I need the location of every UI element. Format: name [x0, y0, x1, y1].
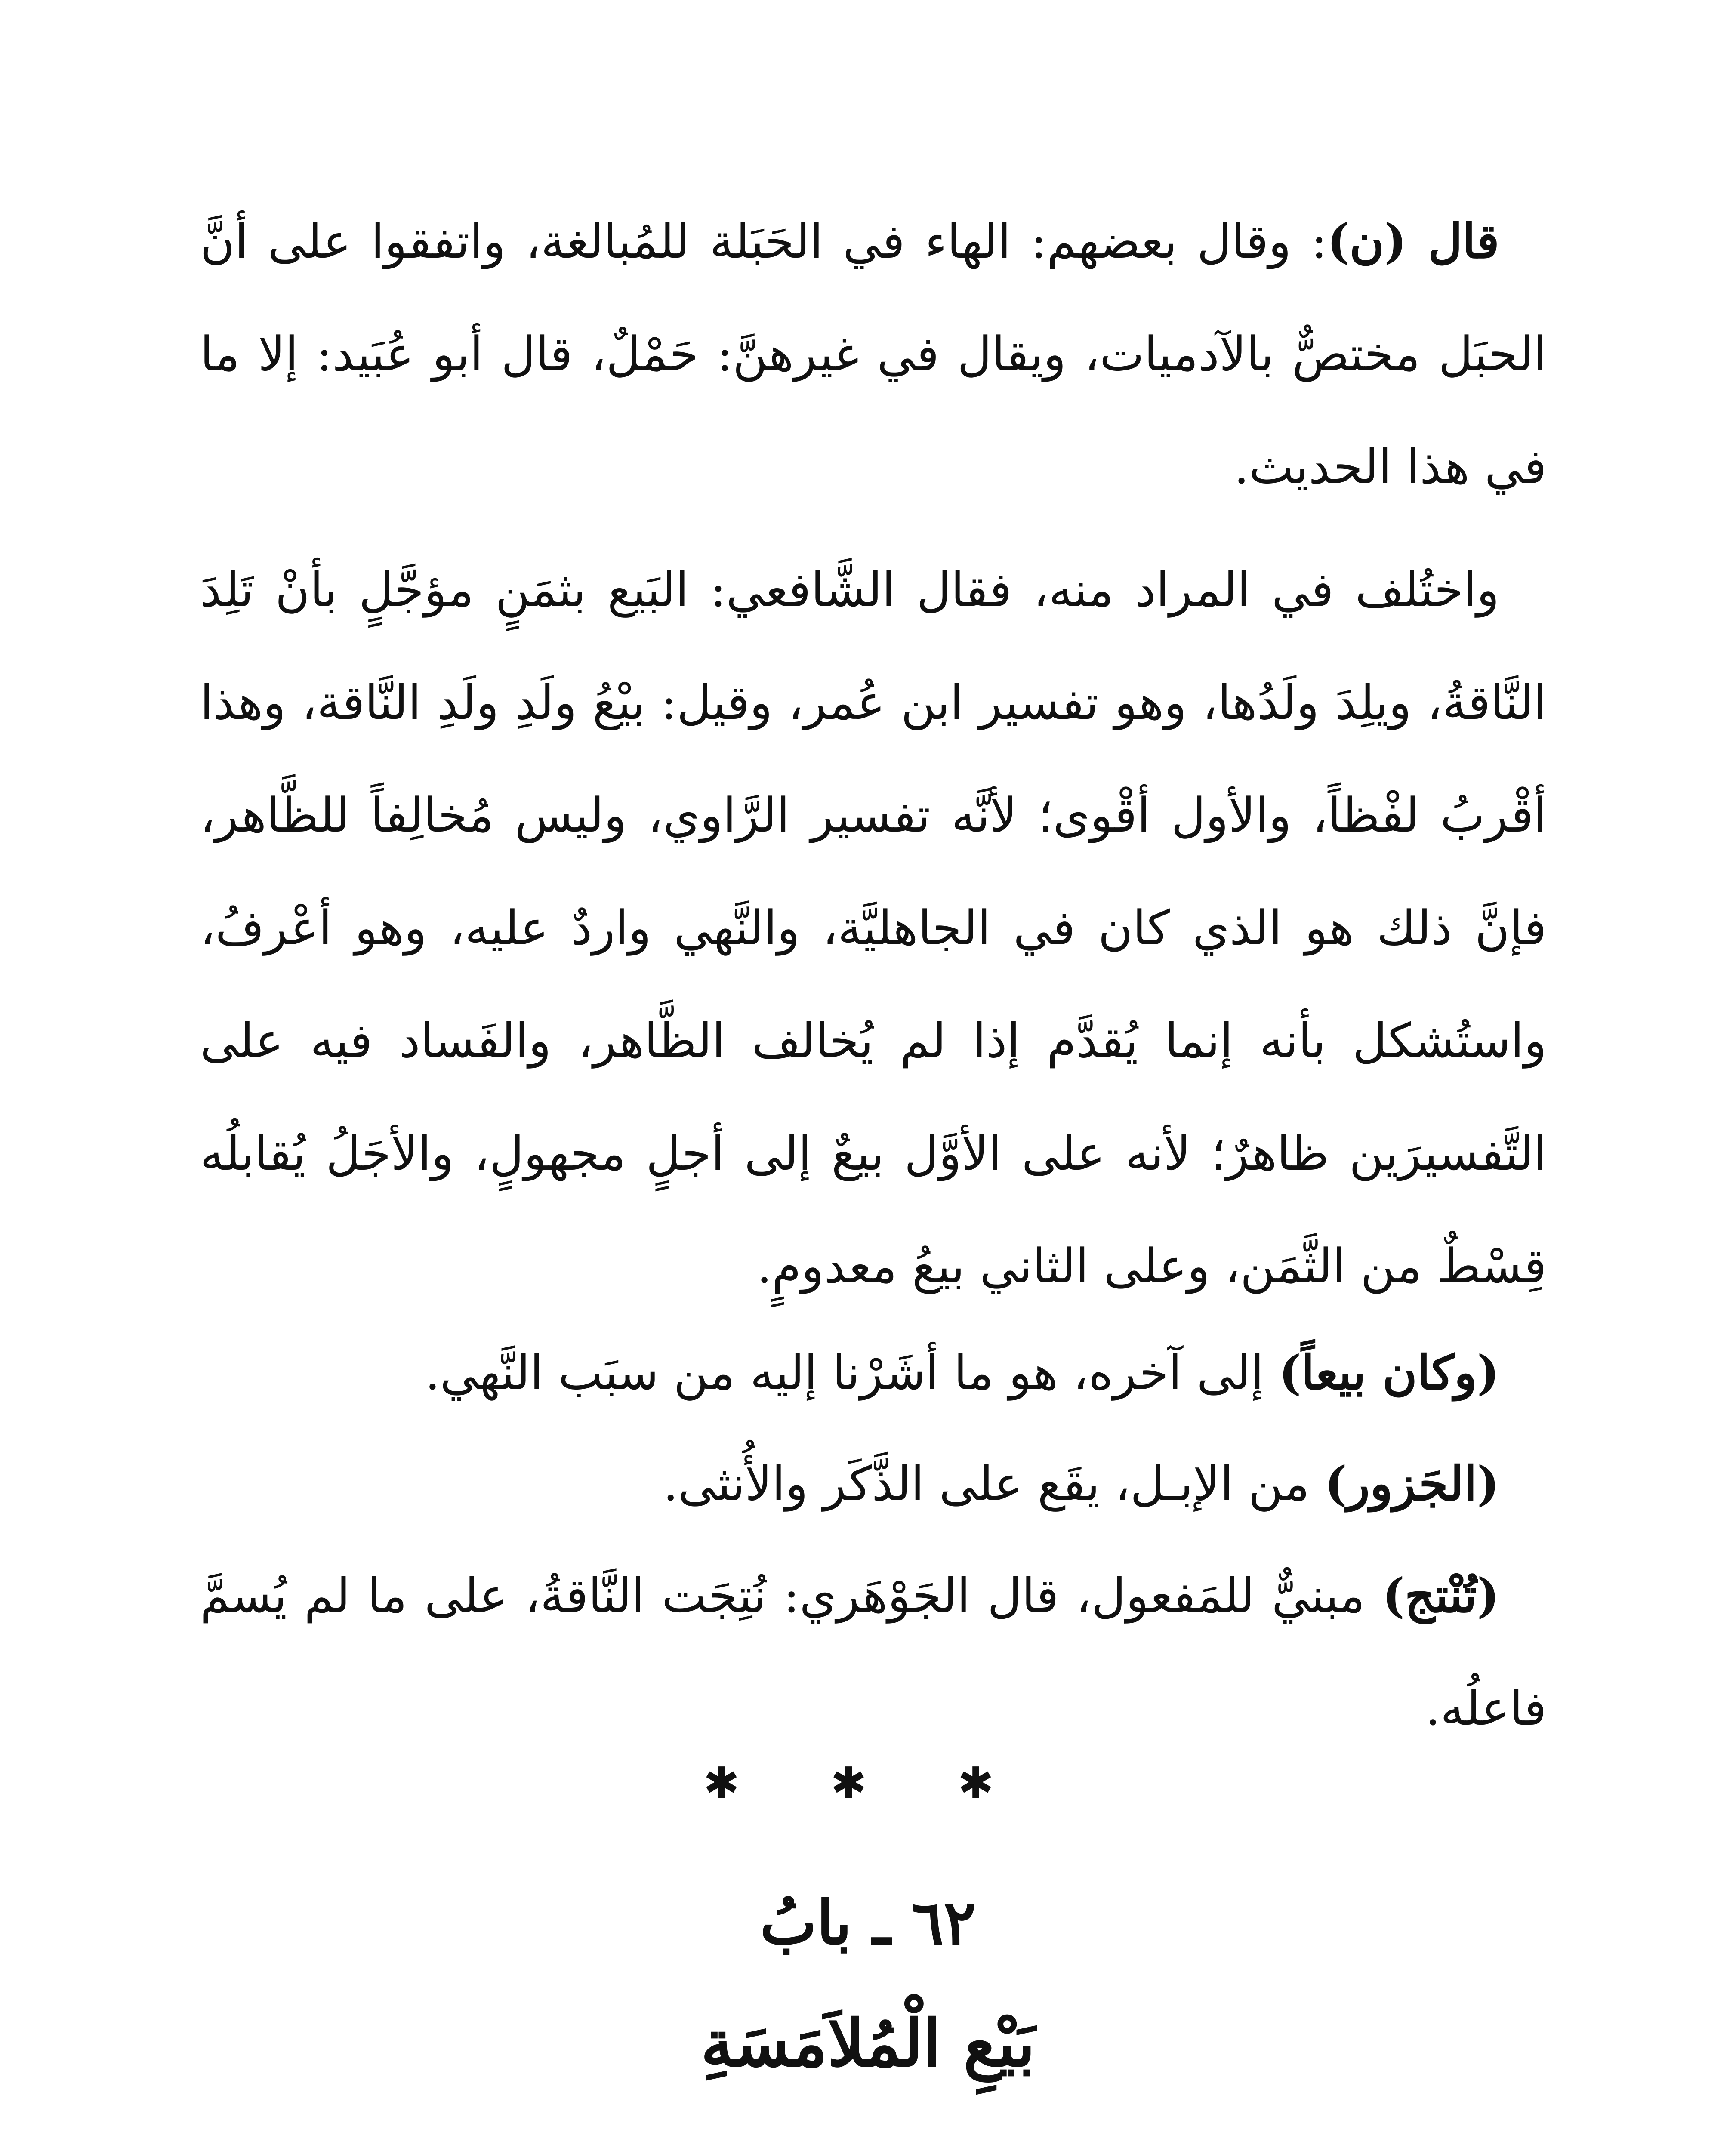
paragraph-body: : وقال بعضهم: الهاء في الحَبَلة للمُبالغة، واتفقوا على أنَّ الحبَل مختصٌّ بالآدميات، ويقال في غيرهنَّ: حَمْلٌ، قال أبو عُبَيد: إلا ما في هذا الحديث.	[200, 214, 1547, 494]
paragraph-body: إلى آخره، هو ما أشَرْنا إليه من سبَب النَّهي.	[425, 1345, 1279, 1400]
lemma: قال (ن)	[1327, 213, 1499, 269]
commentary-paragraph-1	[200, 185, 1547, 523]
paragraph-body: مبنيٌّ للمَفعول، قال الجَوْهَري: نُتِجَت النَّاقةُ، على ما لم يُسمَّ فاعلُه.	[200, 1568, 1547, 1736]
paragraph-text	[200, 1316, 1547, 1429]
lemma: (وكان بيعاً)	[1279, 1345, 1499, 1400]
chapter-title: بَيْعِ الْمُلاَمَسَةِ	[700, 2006, 1036, 2081]
commentary-paragraph-4	[200, 1427, 1547, 1540]
paragraph-body: من الإبـل، يقَع على الذَّكَر والأُنثى.	[663, 1456, 1325, 1511]
paragraph-text	[200, 1427, 1547, 1540]
lemma: (تُنْتج)	[1382, 1568, 1499, 1623]
commentary-paragraph-3	[200, 1316, 1547, 1429]
commentary-paragraph-2	[200, 533, 1547, 1322]
commentary-paragraph-5	[200, 1539, 1547, 1765]
section-separator: ✱ ✱ ✱	[703, 1758, 1033, 1808]
lemma: (الجَزور)	[1324, 1456, 1499, 1511]
paragraph-body: واختُلف في المراد منه، فقال الشَّافعي: البَيع بثمَنٍ مؤجَّلٍ بأنْ تَلِدَ النَّاقةُ، ويلِدَ ولَدُها، وهو تفسير ابن عُمر، وقيل: بيْعُ ولَدِ ولَدِ النَّاقة، وهذا أقْربُ لفْظاً، والأول أقْوى؛ لأنَّه تفسير الرَّاوي، وليس مُخالِفاً للظَّاهر، فإنَّ ذلك هو الذي كان في الجاهليَّة، والنَّهي واردٌ عليه، وهو أعْرفُ، واستُشكل بأنه إنما يُقدَّم إذا لم يُخالف الظَّاهر، والفَساد فيه على التَّفسيرَين ظاهرٌ؛ لأنه على الأوَّل بيعٌ إلى أجلٍ مجهولٍ، والأجَلُ يُقابلُه قِسْطٌ من الثَّمَن، وعلى الثاني بيعُ معدومٍ.	[200, 562, 1547, 1294]
paragraph-text	[200, 185, 1547, 523]
hadith-quote	[942, 2147, 1409, 2151]
chapter-number: ٦٢ ـ بابُ	[760, 1888, 976, 1958]
paragraph-text	[200, 1539, 1547, 1765]
